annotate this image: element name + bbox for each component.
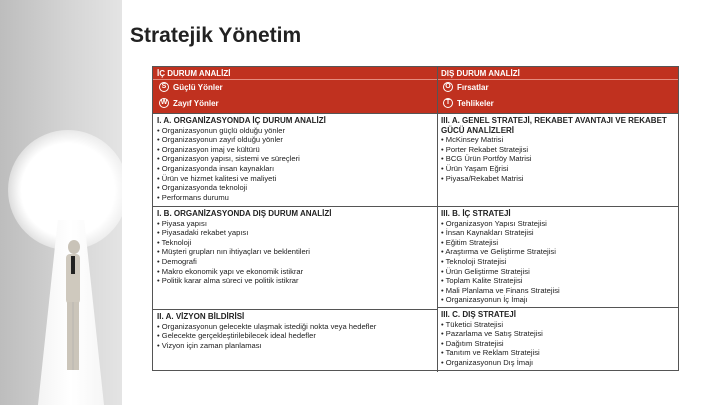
list-item — [441, 358, 674, 368]
list-item-text: Pazarlama ve Satış Stratejisi — [445, 329, 543, 339]
bullet-icon: • — [157, 192, 162, 202]
bullet-icon: • — [157, 135, 162, 145]
section-iiic — [437, 307, 678, 371]
bullet-icon: • — [441, 319, 446, 329]
list-item-text: Organizasyon imaj ve kültürü — [161, 144, 260, 154]
header-item: Fırsatlar — [457, 82, 489, 92]
list-item — [157, 164, 433, 174]
list-item-text: Teknoloji — [161, 237, 192, 247]
weaknesses-icon: W — [160, 99, 168, 106]
list-item-text: Organizasyonun Dış İmajı — [445, 357, 534, 367]
list-item — [441, 276, 674, 286]
slide-title: Stratejik Yönetim — [130, 24, 302, 47]
header-title: İÇ DURUM ANALİZİ — [157, 69, 231, 78]
list-item-text: Müşteri grupları nın ihtiyaçları ve beklentileri — [161, 247, 310, 257]
list-item — [441, 219, 674, 229]
bullet-icon: • — [157, 321, 162, 331]
list-item-text: Piyasa yapısı — [161, 218, 207, 228]
bullet-icon: • — [441, 247, 446, 257]
list-item — [441, 286, 674, 296]
list-item-text: Toplam Kalite Stratejisi — [445, 276, 523, 286]
section-ia — [153, 113, 437, 206]
bullet-icon: • — [441, 329, 446, 339]
section-iiia — [437, 113, 678, 206]
bullet-icon: • — [157, 237, 162, 247]
list-item-text: Teknoloji Stratejisi — [445, 256, 507, 266]
strategy-table — [152, 66, 679, 371]
bullet-icon: • — [157, 228, 162, 238]
list-item — [441, 339, 674, 349]
section-iia — [153, 309, 437, 371]
list-item — [441, 247, 674, 257]
list-item — [441, 135, 674, 145]
bullet-icon: • — [441, 285, 446, 295]
bullet-icon: • — [157, 247, 162, 257]
list-item — [441, 145, 674, 155]
section-heading: III. C. DIŞ STRATEJİ — [441, 310, 516, 319]
list-item — [157, 219, 433, 229]
bullet-icon: • — [157, 340, 162, 350]
header-title: DIŞ DURUM ANALİZİ — [441, 69, 520, 78]
list-item — [157, 228, 433, 238]
list-item — [157, 267, 433, 277]
list-item-text: Ürün ve hizmet kalitesi ve maliyeti — [161, 173, 277, 183]
internal-analysis-header — [153, 67, 437, 113]
list-item-text: Performans durumu — [161, 192, 229, 202]
list-item-text: BCG Ürün Portföy Matrisi — [445, 154, 532, 164]
bullet-icon: • — [441, 276, 446, 286]
list-item — [441, 257, 674, 267]
list-item — [157, 174, 433, 184]
list-item — [157, 322, 433, 332]
list-item-text: Makro ekonomik yapı ve ekonomik istikrar — [161, 266, 304, 276]
list-item — [157, 154, 433, 164]
bullet-icon: • — [441, 295, 446, 305]
list-item-text: Ürün Yaşam Eğrisi — [445, 163, 509, 173]
list-item — [441, 238, 674, 248]
bullet-icon: • — [441, 228, 446, 238]
list-item-text: Organizasyonun gelecekte ulaşmak istediği nokta veya hedefler — [161, 321, 377, 331]
list-item-text: Organizasyonun İç İmajı — [445, 295, 528, 305]
bullet-icon: • — [441, 218, 446, 228]
section-ib — [153, 206, 437, 309]
bullet-icon: • — [441, 154, 446, 164]
list-item-text: McKinsey Matrisi — [445, 135, 504, 145]
list-item-text: Tüketici Stratejisi — [445, 319, 504, 329]
list-item-text: Piyasa/Rekabet Matrisi — [445, 173, 524, 183]
list-item-text: Ürün Geliştirme Stratejisi — [445, 266, 530, 276]
bullet-icon: • — [157, 173, 162, 183]
bullet-icon: • — [441, 237, 446, 247]
list-item — [157, 257, 433, 267]
list-item-text: Gelecekte gerçekleştirilebilecek ideal hedefler — [161, 331, 316, 341]
list-item — [441, 154, 674, 164]
bullet-icon: • — [157, 154, 162, 164]
list-item-text: Demografi — [161, 256, 197, 266]
header-item: Tehlikeler — [457, 98, 494, 108]
list-item-text: Organizasyon yapısı, sistemi ve süreçleri — [161, 154, 300, 164]
bullet-icon: • — [157, 256, 162, 266]
bullet-icon: • — [157, 163, 162, 173]
list-item-text: Porter Rekabet Stratejisi — [445, 144, 529, 154]
section-heading: III. A. GENEL STRATEJİ, REKABET AVANTAJI VE REKABET GÜCÜ ANALİZLERİ — [441, 116, 667, 135]
header-item: Güçlü Yönler — [173, 82, 223, 92]
bullet-icon: • — [157, 125, 162, 135]
bullet-icon: • — [157, 183, 162, 193]
list-item-text: Dağıtım Stratejisi — [445, 338, 504, 348]
bullet-icon: • — [441, 266, 446, 276]
header-item: Zayıf Yönler — [173, 98, 219, 108]
bullet-icon: • — [441, 357, 446, 367]
list-item-text: Vizyon için zaman planlaması — [161, 340, 262, 350]
list-item — [441, 267, 674, 277]
list-item — [157, 238, 433, 248]
bullet-icon: • — [157, 218, 162, 228]
list-item — [441, 164, 674, 174]
list-item-text: Organizasyon Yapısı Stratejisi — [445, 218, 547, 228]
list-item — [157, 193, 433, 203]
list-item — [441, 329, 674, 339]
bullet-icon: • — [157, 331, 162, 341]
list-item — [441, 174, 674, 184]
strengths-icon: S — [159, 82, 169, 92]
bullet-icon: • — [157, 266, 162, 276]
figure-illustration — [62, 240, 84, 370]
list-item — [441, 320, 674, 330]
bullet-icon: • — [441, 256, 446, 266]
external-analysis-header — [437, 67, 678, 113]
list-item — [157, 183, 433, 193]
list-item-text: Tanıtım ve Reklam Stratejisi — [445, 348, 540, 358]
list-item-text: Organizasyonun zayıf olduğu yönler — [161, 135, 283, 145]
section-iiib — [437, 206, 678, 307]
bullet-icon: • — [441, 173, 446, 183]
list-item-text: Organizasyonda teknoloji — [161, 183, 248, 193]
list-item-text: Araştırma ve Geliştirme Stratejisi — [445, 247, 556, 257]
list-item — [157, 145, 433, 155]
bullet-icon: • — [441, 338, 446, 348]
list-item — [157, 126, 433, 136]
bullet-icon: • — [441, 144, 446, 154]
bullet-icon: • — [157, 276, 162, 286]
list-item-text: Organizasyonda insan kaynakları — [161, 163, 275, 173]
section-heading: II. A. VİZYON BİLDİRİSİ — [157, 312, 245, 321]
list-item — [157, 276, 433, 286]
bullet-icon: • — [441, 163, 446, 173]
list-item-text: Politik karar alma süreci ve politik istikrar — [161, 276, 299, 286]
bullet-icon: • — [441, 348, 446, 358]
list-item-text: Eğitim Stratejisi — [445, 237, 499, 247]
list-item-text: Mali Planlama ve Finans Stratejisi — [445, 285, 560, 295]
bullet-icon: • — [157, 144, 162, 154]
threats-icon: T — [443, 98, 453, 108]
list-item-text: İnsan Kaynakları Stratejisi — [445, 228, 534, 238]
list-item — [157, 341, 433, 351]
list-item — [157, 247, 433, 257]
list-item — [441, 295, 674, 305]
section-heading: I. B. ORGANİZASYONDA DIŞ DURUM ANALİZİ — [157, 209, 332, 218]
keyhole-illustration — [0, 0, 122, 405]
list-item-text: Organizasyonun güçlü olduğu yönler — [161, 125, 286, 135]
list-item — [157, 135, 433, 145]
list-item — [441, 228, 674, 238]
section-heading: I. A. ORGANİZASYONDA İÇ DURUM ANALİZİ — [157, 116, 326, 125]
list-item — [157, 331, 433, 341]
section-heading: III. B. İÇ STRATEJİ — [441, 209, 511, 218]
bullet-icon: • — [441, 135, 446, 145]
list-item-text: Piyasadaki rekabet yapısı — [161, 228, 249, 238]
list-item — [441, 348, 674, 358]
opportunities-icon: O — [443, 82, 453, 92]
